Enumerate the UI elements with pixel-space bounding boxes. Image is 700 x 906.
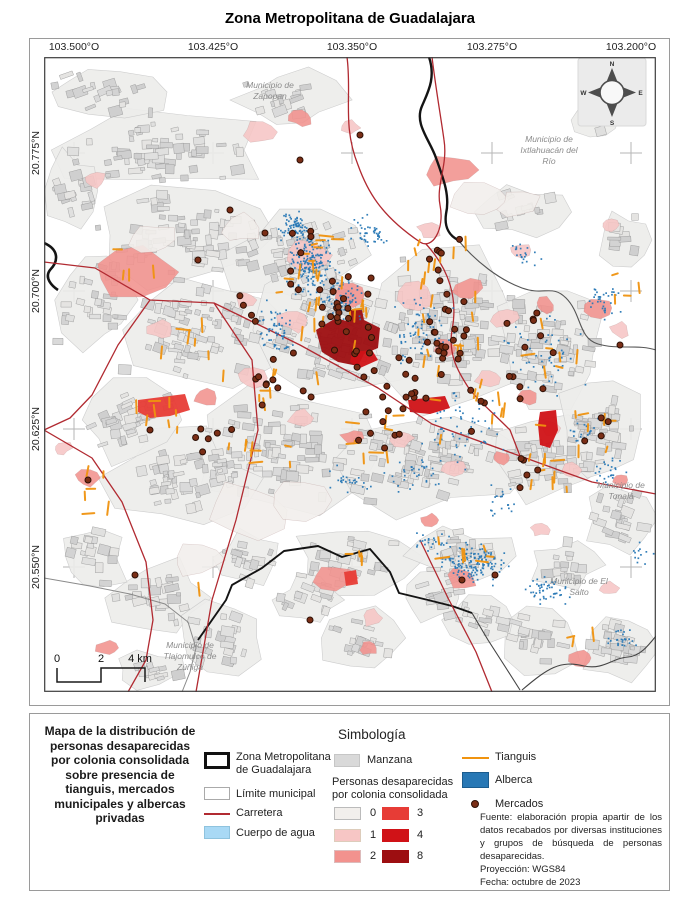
lat-tick-label: 20.700°N <box>30 269 42 313</box>
ramp-label-4: 4 <box>417 829 424 841</box>
mercados-swatch <box>471 800 479 808</box>
ramp-label-0: 0 <box>370 807 377 819</box>
ramp-label-8: 8 <box>417 850 424 862</box>
ramp-swatch-3 <box>382 807 409 820</box>
lon-tick-label: 103.350°O <box>326 41 378 53</box>
ramp-label-2: 2 <box>370 850 377 862</box>
tianguis-label: Tianguis <box>495 751 537 763</box>
alberca-label: Alberca <box>495 774 533 786</box>
compass-n: N <box>609 61 615 68</box>
simbologia-title: Simbología <box>338 727 406 742</box>
mercados-label: Mercados <box>495 798 544 810</box>
ramp-label-3: 3 <box>417 807 424 819</box>
alberca-swatch <box>462 772 489 788</box>
zmg-boundary-swatch <box>204 752 230 769</box>
lat-tick-label: 20.550°N <box>30 545 42 589</box>
label-el-salto: Salto <box>569 587 589 597</box>
ramp-label-1: 1 <box>370 829 377 841</box>
limite-municipal-swatch <box>204 787 230 800</box>
label-tlajomulco: Tlajomulco de <box>163 651 217 661</box>
scale-2: 2 <box>97 653 105 665</box>
lon-tick-label: 103.500°O <box>48 41 100 53</box>
legend-map-title: Mapa de la distribución de personas desaparecidas por colonia consolidada sobre presencia de tianguis, mercados municipales y albercas privadas <box>44 724 196 825</box>
label-ixtlahuacan: Ixtlahuacán del <box>520 145 578 155</box>
compass-circle <box>600 81 624 105</box>
manzana-swatch <box>334 754 360 767</box>
map-canvas <box>44 57 656 692</box>
lat-tick-label: 20.775°N <box>30 131 42 175</box>
compass-rose <box>578 58 646 127</box>
label-tonala: Tonalá <box>608 491 634 501</box>
compass-s: S <box>609 120 615 127</box>
carretera-swatch <box>204 813 230 815</box>
page-title: Zona Metropolitana de Guadalajara <box>224 10 476 27</box>
ramp-swatch-2 <box>334 850 361 863</box>
cuerpo-agua-swatch <box>204 826 230 839</box>
label-ixtlahuacan: Municipio de <box>525 134 573 144</box>
lon-tick-label: 103.275°O <box>466 41 518 53</box>
label-zapopan: Zapopan <box>253 91 287 101</box>
label-tonala: Municipio de <box>597 480 645 490</box>
ramp-swatch-8 <box>382 850 409 863</box>
zmg-legend-label: Zona Metropolitana de Guadalajara <box>236 751 331 776</box>
compass-e: E <box>638 90 643 97</box>
carretera-label: Carretera <box>236 807 283 819</box>
ramp-swatch-1 <box>334 829 361 842</box>
tianguis-swatch <box>462 757 489 759</box>
scale-4km: 4 km <box>128 653 152 665</box>
label-tlajomulco: Zúñiga <box>177 662 203 672</box>
label-tlajomulco: Municipio de <box>166 640 214 650</box>
cuerpo-agua-label: Cuerpo de agua <box>236 827 315 839</box>
source-note: Fuente: elaboración propia apartir de los datos recabados por diversas instituciones y grupos de búsqueda de personas desaparecidas. Proyección: WGS84 Fecha: octubre de 2023 <box>480 812 662 888</box>
limite-municipal-label: Límite municipal <box>236 788 316 800</box>
lat-tick-label: 20.625°N <box>30 407 42 451</box>
label-ixtlahuacan: Río <box>542 156 556 166</box>
ramp-swatch-4 <box>382 829 409 842</box>
label-el-salto: Municipio de El <box>550 576 608 586</box>
manzana-label: Manzana <box>367 754 413 766</box>
lon-tick-label: 103.425°O <box>187 41 239 53</box>
ramp-swatch-0 <box>334 807 361 820</box>
label-zapopan: Municipio de <box>246 80 294 90</box>
scale-0: 0 <box>53 653 61 665</box>
compass-w: W <box>580 90 587 97</box>
personas-header: Personas desaparecidas por colonia consolidada <box>332 776 454 801</box>
lon-tick-label: 103.200°O <box>605 41 657 53</box>
legend-panel <box>29 713 670 891</box>
